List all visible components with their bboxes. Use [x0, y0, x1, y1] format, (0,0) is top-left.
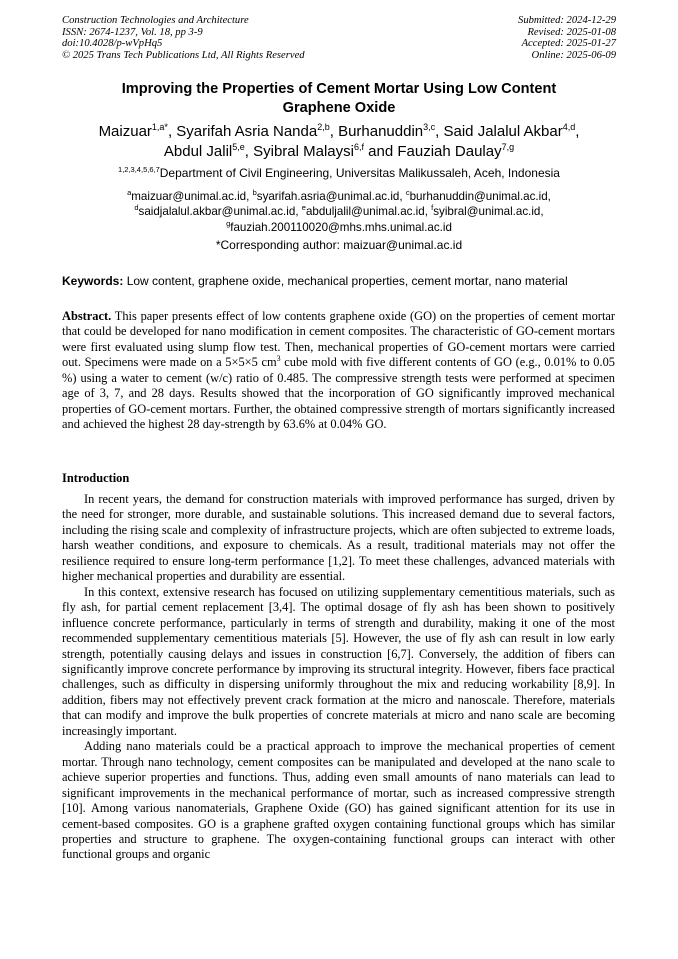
- revised-date: Revised: 2025-01-08: [527, 26, 616, 38]
- author-sup: 6,f: [353, 142, 364, 152]
- affiliation-sup: 1,2,3,4,5,6,7: [118, 165, 160, 174]
- author-sup: 1,a*: [151, 122, 168, 132]
- author-sup: 3,c: [423, 122, 436, 132]
- paragraph: In recent years, the demand for construction materials with improved performance has surged, driven by the need for stronger, more durable, and sustainable solutions. This increased demand due to several factors, including the rising scale and complexity of infrastructure projects, which are often subjected to extreme loads, harsh weather conditions, and exposure to chemicals. As a result, traditional materials may not offer the resilience required to ensure long-term performance [1,2]. To meet these challenges, advanced materials with higher mechanical properties and durability are essential.: [62, 492, 615, 584]
- paragraph: Adding nano materials could be a practical approach to improve the mechanical properties of cement mortar. Through nano technology, cement composites can be manipulated and developed at the nano scale to achieve superior properties and functions. Thus, adding even small amounts of nano materials can lead to significant improvements in the mechanical performance of mortar, such as increased compressive strength [10]. Among various nanomaterials, Graphene Oxide (GO) has gained significant attention for its use in cement-based composites. GO is a graphene grafted oxygen containing functional groups which has similar properties and structure to graphene. The oxygen-containing functional groups can interact with other functional groups and organic: [62, 739, 615, 862]
- copyright-line: © 2025 Trans Tech Publications Ltd, All Rights Reserved: [62, 49, 305, 61]
- journal-header-left: [62, 15, 305, 61]
- abstract-text-cont: cube mold with five different contents of GO (e.g., 0.01% to 0.05 %) using a water to cement (w/c) ratio of 0.485. The compressive strength tests were performed at specimen age of 3, 7, and 28 days. Results showed that the incorporation of GO significantly improved mechanical properties of GO-cement mortars. Further, the obtained compressive strength of mortars significantly increased and achieved the highest 28 day-strength by 63.6% at 0.04% GO.: [62, 355, 615, 432]
- author-name: Abdul Jalil: [163, 143, 233, 160]
- email-sup: g: [226, 218, 231, 228]
- author-sup: 7,g: [501, 142, 515, 152]
- email-link[interactable]: burhanuddin@unimal.ac.id: [409, 190, 548, 203]
- title-line-1: Improving the Properties of Cement Mortar Using Low Content: [121, 81, 557, 97]
- keywords-label: Keywords:: [62, 274, 124, 288]
- email-link[interactable]: fauziah.200110020@mhs.mhs.unimal.ac.id: [230, 220, 452, 234]
- author-sup: 4,d: [562, 122, 576, 132]
- author-name: Maizuar: [98, 123, 152, 140]
- email-link[interactable]: syarifah.asria@unimal.ac.id: [256, 190, 400, 203]
- keywords: [62, 274, 616, 289]
- email-link[interactable]: saidjalalul.akbar@unimal.ac.id: [138, 205, 296, 219]
- email-sup: b: [252, 188, 257, 198]
- author-sep: ,: [329, 123, 339, 140]
- author-name: Burhanuddin: [338, 123, 424, 140]
- email-sup: e: [301, 203, 306, 213]
- journal-header-right: [518, 15, 616, 61]
- journal-name: Construction Technologies and Architecture: [62, 15, 249, 26]
- accepted-date: Accepted: 2025-01-27: [521, 38, 616, 50]
- paper-title: [62, 80, 616, 118]
- keywords-text: Low content, graphene oxide, mechanical properties, cement mortar, nano material: [126, 274, 568, 288]
- section-heading-introduction: Introduction: [62, 471, 130, 485]
- doi-line: doi:10.4028/p-wVpHq5: [62, 38, 163, 50]
- email-link[interactable]: syibral@unimal.ac.id: [433, 205, 541, 219]
- email-sup: a: [127, 188, 132, 198]
- title-line-2: Graphene Oxide: [282, 100, 396, 116]
- email-list: $^a$maizuar@unimal.ac.id, $^b$syarifah.asria@unimal.ac.id, $^c$burhanuddin@unimal.ac.id, $^d$saidjalalul.akbar@unimal.ac.id, $^e$abduljalil@unimal.ac.id, $^f$syibral@unimal.ac.id, $^g$fauziah.200110020@mhs.mhs.unimal.ac.id: [127, 188, 551, 234]
- author-name: Syibral Malaysi: [253, 143, 354, 160]
- author-name: Fauziah Daulay: [397, 143, 502, 160]
- submitted-date: Submitted: 2024-12-29: [518, 15, 616, 26]
- author-sep: ,: [435, 123, 444, 140]
- author-list: [62, 122, 616, 162]
- author-sep: ,: [575, 123, 580, 140]
- email-sup: f: [431, 203, 434, 213]
- email-sup: c: [405, 188, 410, 198]
- email-sup: d: [134, 203, 139, 213]
- author-sup: 2,b: [317, 122, 330, 132]
- abstract-text: This paper presents effect of low contents graphene oxide (GO) on the properties of cement mortar that could be developed for nano modification in cement composites. The characteristic of GO-cement mortars were first evaluated using slump flow test. Then, mechanical properties of GO-cement mortars were carried out. Specimens were made on a 5×5×5 cm: [62, 309, 616, 370]
- author-sup: 5,e: [232, 142, 245, 152]
- abstract-label: Abstract.: [62, 309, 112, 323]
- abstract-sup: 3: [276, 354, 281, 364]
- corresponding-author: *Corresponding author: maizuar@unimal.ac.id: [215, 238, 463, 252]
- email-link[interactable]: abduljalil@unimal.ac.id: [305, 205, 425, 219]
- author-sep: ,: [244, 143, 254, 160]
- author-sep: and: [364, 143, 398, 160]
- abstract: [62, 309, 615, 433]
- affiliation-text: Department of Civil Engineering, Universitas Malikussaleh, Aceh, Indonesia: [159, 166, 560, 180]
- online-date: Online: 2025-06-09: [531, 49, 616, 61]
- issn-line: ISSN: 2674-1237, Vol. 18, pp 3-9: [62, 26, 203, 38]
- affiliation: [62, 166, 616, 181]
- introduction-body: [62, 492, 615, 863]
- email-link[interactable]: maizuar@unimal.ac.id: [131, 190, 247, 203]
- author-name: Syarifah Asria Nanda: [176, 123, 318, 140]
- author-name: Said Jalalul Akbar: [443, 123, 563, 140]
- paragraph: In this context, extensive research has focused on utilizing supplementary cementitious materials, such as fly ash, for partial cement replacement [3,4]. The optimal dosage of fly ash has been shown to positively influence concrete performance, particularly in terms of strength and durability, making it one of the most recommended supplementary cementitious materials [5]. However, the use of fly ash can result in low early strength, potentially causing delays and issues in construction [6,7]. Conversely, the addition of fibers can significantly improve concrete performance by improving its structural integrity. However, fibers face practical challenges, such as difficulty in dispersing uniformly throughout the mix and reducing workability [8,9]. In addition, fibers may not effectively prevent crack formation at the micro and nanoscale. Therefore, materials that can modify and improve the bulk properties of concrete materials at micro and nano scale are becoming increasingly important.: [62, 584, 615, 738]
- author-sep: ,: [167, 123, 177, 140]
